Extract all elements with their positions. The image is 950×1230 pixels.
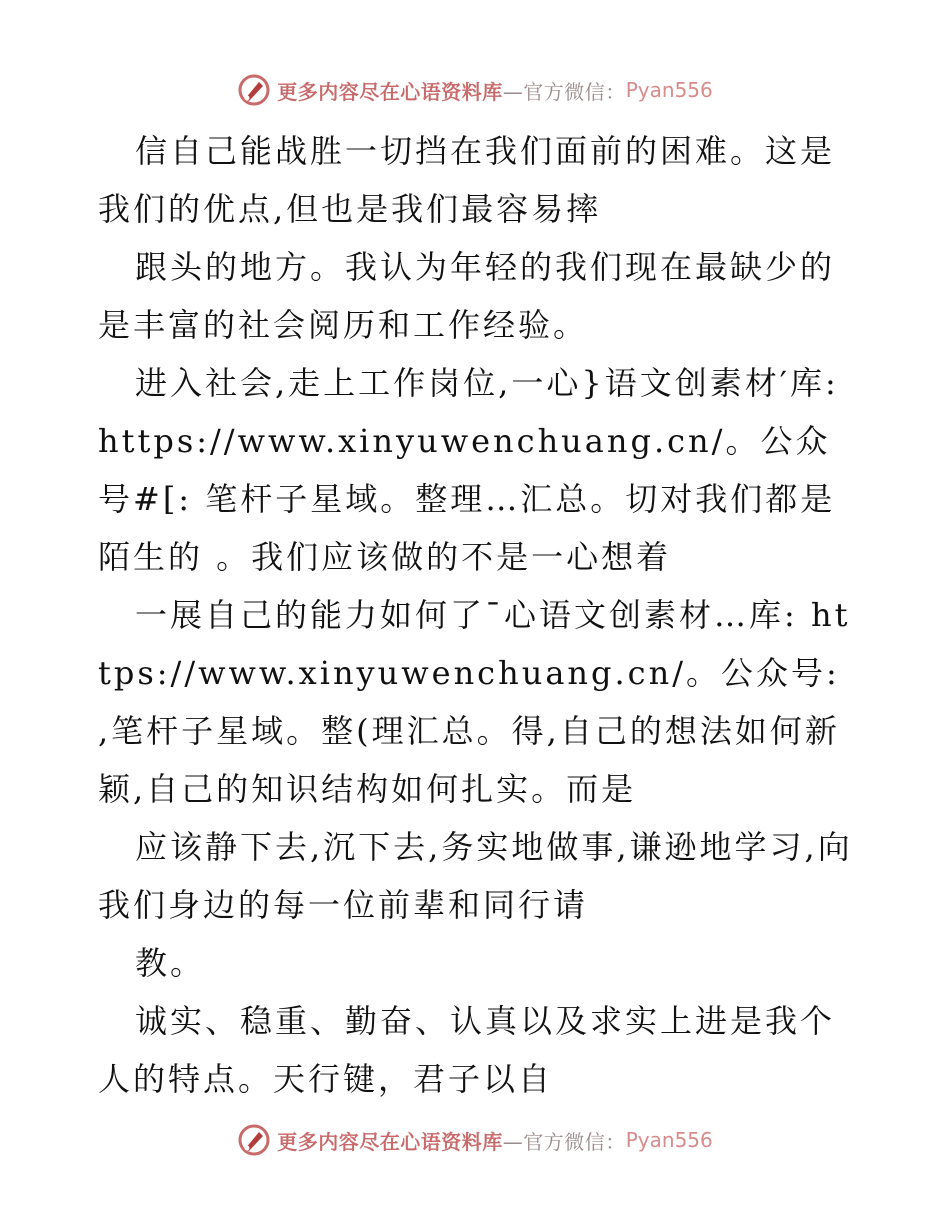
paragraph-3: 进入社会,走上工作岗位,一心}语文创素材′库: https://www.xinyuwenchuang.cn/。公众号#[: 笔杆子星域。整理…汇总。切对我们都是陌生的 。我们应该做的不是一心想着 — [98, 364, 839, 576]
document-body — [98, 122, 858, 1108]
header-watermark-banner — [0, 70, 950, 110]
paragraph-1: 信自己能战胜一切挡在我们面前的困难。这是我们的优点,但也是我们最容易摔 — [98, 132, 836, 228]
banner-main-text: 更多内容尽在心语资料库 — [277, 1129, 503, 1154]
paragraph-2: 跟头的地方。我认为年轻的我们现在最缺少的是丰富的社会阅历和工作经验。 — [98, 248, 836, 344]
paragraph-6: 教。 — [135, 944, 206, 982]
pen-logo-icon — [237, 73, 271, 107]
paragraph-5: 应该静下去,沉下去,务实地做事,谦逊地学习,向我们身边的每一位前辈和同行请 — [98, 828, 853, 924]
banner-sub-text: —官方微信： — [502, 79, 626, 104]
pen-logo-icon — [237, 1123, 271, 1157]
banner-main-text: 更多内容尽在心语资料库 — [277, 79, 503, 104]
banner-sub-text: —官方微信： — [502, 1129, 626, 1154]
banner-wechat-id: Pyan556 — [625, 78, 713, 102]
banner-wechat-id: Pyan556 — [625, 1128, 713, 1152]
paragraph-4: 一展自己的能力如何了¯心语文创素材…库: https://www.xinyuwenchuang.cn/。公众号: ,笔杆子星域。整(理汇总。得,自己的想法如何新颖,自己的知识结构如何扎实。而是 — [98, 596, 851, 808]
paragraph-7: 诚实、稳重、勤奋、认真以及求实上进是我个人的特点。天行键，君子以自 — [98, 1002, 836, 1098]
footer-watermark-banner — [0, 1120, 950, 1160]
